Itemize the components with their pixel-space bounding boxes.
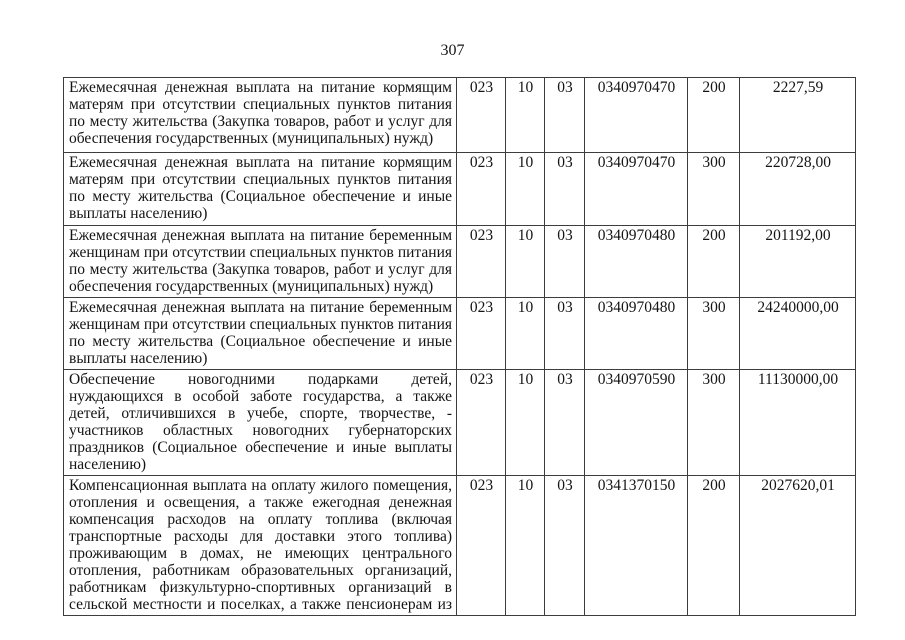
table-row: [64, 226, 856, 298]
cell-section-code: 10: [506, 298, 545, 370]
cell-grbs-code: 023: [457, 476, 506, 616]
cell-target-article-code: 0341370150: [585, 476, 688, 616]
cell-target-article-code: 0340970590: [585, 370, 688, 476]
cell-description: Ежемесячная денежная выплата на питание беременным женщинам при отсутствии специальных пунктов питания по месту жительства (Закупка товаров, работ и услуг для обеспечения государственных (муниципальных) нужд): [64, 226, 457, 298]
cell-description: Обеспечение новогодними подарками детей, нуждающихся в особой заботе государства, а также детей, отличившихся в учебе, спорте, творчестве, - участников областных новогодних губернаторских праздников (Социальное обеспечение и иные выплаты населению): [64, 370, 457, 476]
cell-grbs-code: 023: [457, 226, 506, 298]
cell-amount: 11130000,00: [740, 370, 856, 476]
cell-grbs-code: 023: [457, 78, 506, 153]
cell-target-article-code: 0340970480: [585, 298, 688, 370]
cell-amount: 2027620,01: [740, 476, 856, 616]
budget-table: [63, 77, 856, 616]
cell-expense-type-code: 200: [688, 476, 740, 616]
page-number: 307: [440, 42, 465, 59]
cell-amount: 24240000,00: [740, 298, 856, 370]
cell-target-article-code: 0340970470: [585, 153, 688, 226]
cell-target-article-code: 0340970480: [585, 226, 688, 298]
cell-subsection-code: 03: [545, 153, 585, 226]
cell-expense-type-code: 200: [688, 78, 740, 153]
cell-expense-type-code: 300: [688, 153, 740, 226]
cell-amount: 201192,00: [740, 226, 856, 298]
cell-section-code: 10: [506, 153, 545, 226]
table-row: [64, 476, 856, 616]
cell-section-code: 10: [506, 226, 545, 298]
table-row: [64, 298, 856, 370]
cell-expense-type-code: 200: [688, 226, 740, 298]
cell-grbs-code: 023: [457, 153, 506, 226]
cell-subsection-code: 03: [545, 226, 585, 298]
cell-description: Компенсационная выплата на оплату жилого помещения, отопления и освещения, а также ежегодная денежная компенсация расходов на оплату топлива (включая транспортные расходы для доставки этого топлива) проживающим в домах, не имеющих центрального отопления, работникам образовательных организаций, работникам физкультурно-спортивных организаций в сельской местности и поселках, а также пенсионерам из: [64, 476, 457, 616]
cell-description: Ежемесячная денежная выплата на питание кормящим матерям при отсутствии специальных пунктов питания по месту жительства (Социальное обеспечение и иные выплаты населению): [64, 153, 457, 226]
cell-section-code: 10: [506, 78, 545, 153]
cell-amount: 220728,00: [740, 153, 856, 226]
cell-section-code: 10: [506, 370, 545, 476]
cell-section-code: 10: [506, 476, 545, 616]
cell-subsection-code: 03: [545, 78, 585, 153]
cell-amount: 2227,59: [740, 78, 856, 153]
table-row: [64, 78, 856, 153]
table-row: [64, 153, 856, 226]
cell-target-article-code: 0340970470: [585, 78, 688, 153]
cell-subsection-code: 03: [545, 370, 585, 476]
cell-expense-type-code: 300: [688, 370, 740, 476]
cell-description: Ежемесячная денежная выплата на питание беременным женщинам при отсутствии специальных пунктов питания по месту жительства (Социальное обеспечение и иные выплаты населению): [64, 298, 457, 370]
cell-subsection-code: 03: [545, 298, 585, 370]
cell-subsection-code: 03: [545, 476, 585, 616]
cell-grbs-code: 023: [457, 298, 506, 370]
cell-expense-type-code: 300: [688, 298, 740, 370]
table-row: [64, 370, 856, 476]
cell-grbs-code: 023: [457, 370, 506, 476]
cell-description: Ежемесячная денежная выплата на питание кормящим матерям при отсутствии специальных пунктов питания по месту жительства (Закупка товаров, работ и услуг для обеспечения государственных (муниципальных) нужд): [64, 78, 457, 153]
